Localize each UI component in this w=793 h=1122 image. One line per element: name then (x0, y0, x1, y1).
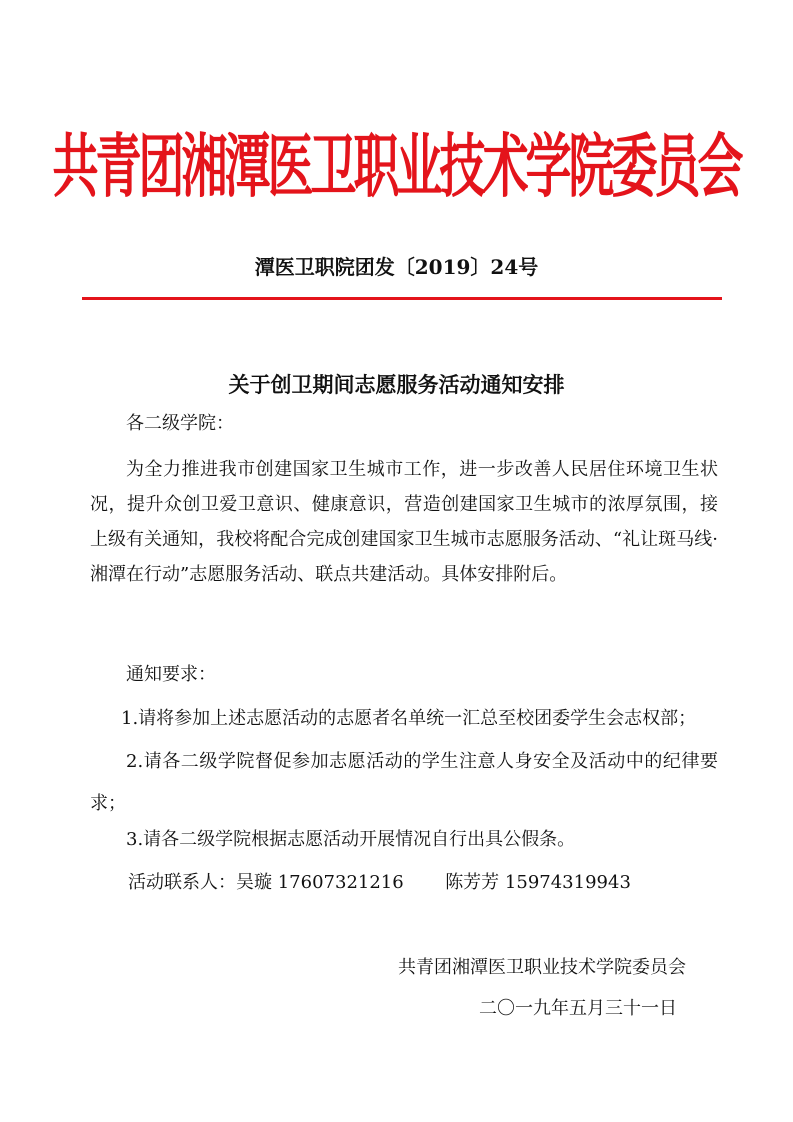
requirement-item: 1.请将参加上述志愿活动的志愿者名单统一汇总至校团委学生会志权部； (121, 708, 697, 729)
requirements-heading: 通知要求： (126, 664, 216, 685)
contact-phone: 17607321216 (277, 872, 404, 893)
notice-title: 关于创卫期间志愿服务活动通知安排 (228, 372, 565, 397)
intro-paragraph: 为全力推进我市创建国家卫生城市工作，进一步改善人民居住环境卫生状况，提升众创卫爱卫意识、健康意识，营造创建国家卫生城市的浓厚氛围，接上级有关通知，我校将配合完成创建国家卫生城市志愿服务活动、“礼让斑马线·湘潭在行动”志愿服务活动、联点共建活动。具体安排附后。 (90, 459, 718, 585)
contact-label: 活动联系人： (128, 872, 236, 893)
contact-name: 陈芳芳 (445, 872, 500, 893)
document-number: 潭医卫职院团发〔2019〕24号 (254, 255, 539, 279)
signature-date: 二〇一九年五月三十一日 (479, 998, 677, 1019)
letterhead-title: 共青团湘潭医卫职业技术学院委员会 (52, 125, 741, 207)
contact-phone: 15974319943 (504, 872, 631, 893)
contact-line (128, 868, 631, 898)
requirement-item: 2.请各二级学院督促参加志愿活动的学生注意人身安全及活动中的纪律要求； (90, 751, 718, 814)
contact-name: 吴璇 (236, 872, 272, 893)
signature-organization: 共青团湘潭医卫职业技术学院委员会 (398, 957, 686, 978)
red-divider-line (82, 297, 722, 300)
requirement-item: 3.请各二级学院根据志愿活动开展情况自行出具公假条。 (126, 829, 576, 850)
salutation: 各二级学院： (126, 413, 234, 434)
